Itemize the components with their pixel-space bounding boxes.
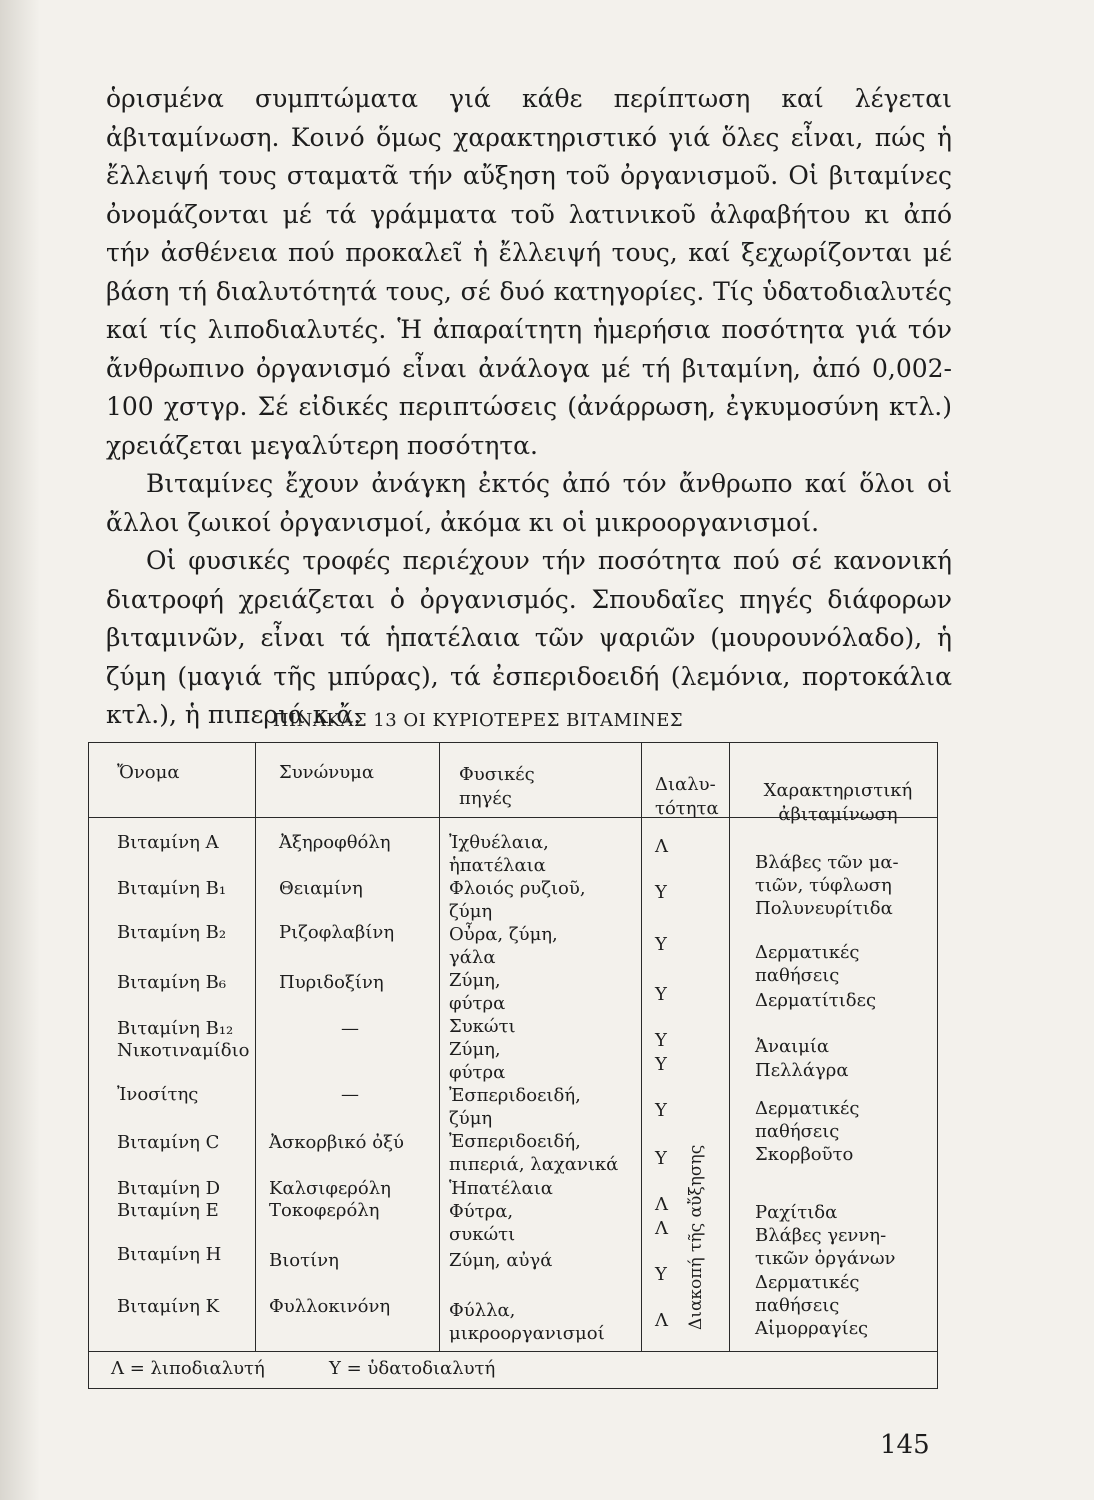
- vertical-note: Διακοπή τῆς αὔξησης: [686, 1144, 706, 1330]
- vitamin-synonym: —: [341, 1084, 359, 1105]
- solubility-mark: Υ: [655, 934, 667, 955]
- vitamin-source: φύτρα: [449, 1062, 506, 1083]
- vitamin-source: γάλα: [449, 947, 496, 968]
- deficiency-text: Βλάβες γεννη-: [755, 1225, 887, 1246]
- deficiency-text: Πελλάγρα: [755, 1060, 849, 1081]
- table-legend: [88, 1350, 938, 1389]
- vitamin-source: Ζύμη,: [449, 1039, 501, 1060]
- vitamin-name: Βιταμίνη E: [117, 1200, 219, 1221]
- vitamin-source: πιπεριά, λαχανικά: [449, 1154, 619, 1175]
- vitamin-synonym: Θειαμίνη: [279, 878, 363, 899]
- solubility-mark: Υ: [655, 1264, 667, 1285]
- header-deficiency: Χαρακτηριστική ἀβιταμίνωση: [763, 780, 913, 825]
- vitamin-name: Ἰνοσίτης: [117, 1084, 199, 1105]
- page-number: 145: [880, 1430, 930, 1460]
- vitamin-name: Βιταμίνη B₆: [117, 972, 227, 993]
- vitamin-name: Βιταμίνη A: [117, 832, 219, 853]
- solubility-mark: Λ: [655, 1310, 668, 1331]
- column-divider: [439, 743, 440, 1351]
- vitamin-table: [88, 742, 938, 1352]
- body-text: [106, 80, 952, 735]
- solubility-mark: Υ: [655, 1148, 667, 1169]
- header-solubility: Διαλυ- τότητα: [655, 774, 719, 819]
- vitamin-synonym: Ἀσκορβικό ὀξύ: [269, 1132, 404, 1153]
- vitamin-name: Βιταμίνη C: [117, 1132, 220, 1153]
- vitamin-name: Βιταμίνη D: [117, 1178, 221, 1199]
- deficiency-text: παθήσεις: [755, 965, 840, 986]
- deficiency-text: παθήσεις: [755, 1121, 840, 1142]
- solubility-mark: Υ: [655, 1054, 667, 1075]
- vitamin-source: Ζύμη,: [449, 970, 501, 991]
- vitamin-name: Νικοτιναμίδιο: [117, 1040, 250, 1061]
- vitamin-source: φύτρα: [449, 993, 506, 1014]
- solubility-mark: Λ: [655, 1218, 668, 1239]
- vitamin-source: ἡπατέλαια: [449, 855, 546, 876]
- vitamin-name: Βιταμίνη H: [117, 1244, 222, 1265]
- column-divider: [729, 743, 730, 1351]
- deficiency-text: Ραχίτιδα: [755, 1202, 838, 1223]
- solubility-mark: Λ: [655, 1194, 668, 1215]
- solubility-mark: Λ: [655, 836, 668, 857]
- vitamin-name: Βιταμίνη K: [117, 1296, 220, 1317]
- paragraph-3: Οἱ φυσικές τροφές περιέχουν τήν ποσότητα πού σέ κανονική διατροφή χρειάζεται ὁ ὀργανισμός. Σπουδαῖες πηγές διάφορων βιταμινῶν, εἶναι τά ἡπατέλαια τῶν ψαριῶν (μουρουνόλαδο), ἡ ζύμη (μαγιά τῆς μπύρας), τά ἐσπεριδοειδή (λεμόνια, πορτοκάλια κτλ.), ἡ πιπεριά κ.ἄ.: [106, 546, 952, 729]
- solubility-mark: Υ: [655, 882, 667, 903]
- deficiency-text: Πολυνευρίτιδα: [755, 898, 893, 919]
- vitamin-source: Συκώτι: [449, 1016, 516, 1037]
- header-synonym: Συνώνυμα: [279, 762, 375, 783]
- vitamin-synonym: Ριζοφλαβίνη: [279, 922, 395, 943]
- paragraph-2: Βιταμίνες ἔχουν ἀνάγκη ἐκτός ἀπό τόν ἄνθρωπο καί ὅλοι οἱ ἄλλοι ζωικοί ὀργανισμοί, ἀκόμα κι οἱ μικροοργανισμοί.: [106, 469, 952, 537]
- vitamin-source: Οὖρα, ζύμη,: [449, 924, 558, 945]
- vitamin-synonym: Πυριδοξίνη: [279, 972, 384, 993]
- vitamin-synonym: Τοκοφερόλη: [269, 1200, 380, 1221]
- deficiency-text: Σκορβοῦτο: [755, 1144, 854, 1165]
- table-title: ΠΙΝΑΚΑΣ 13 ΟΙ ΚΥΡΙΟΤΕΡΕΣ ΒΙΤΑΜΙΝΕΣ: [272, 710, 684, 731]
- header-name: Ὄνομα: [117, 762, 180, 783]
- legend-lipid: Λ = λιποδιαλυτή: [111, 1358, 265, 1379]
- vitamin-source: Φύτρα,: [449, 1201, 514, 1222]
- vitamin-source: ζύμη: [449, 1108, 493, 1129]
- vitamin-source: μικροοργανισμοί: [449, 1323, 605, 1344]
- deficiency-text: Βλάβες τῶν μα-: [755, 852, 899, 873]
- column-divider: [255, 743, 256, 1351]
- vitamin-source: Ἡπατέλαια: [449, 1178, 553, 1199]
- deficiency-text: τιῶν, τύφλωση: [755, 875, 892, 896]
- header-sources: Φυσικές πηγές: [459, 764, 535, 809]
- solubility-mark: Υ: [655, 984, 667, 1005]
- vitamin-name: Βιταμίνη B₂: [117, 922, 227, 943]
- paragraph-1: ὁρισμένα συμπτώματα γιά κάθε περίπτωση καί λέγεται ἀβιταμίνωση. Κοινό ὅμως χαρακτηριστικό γιά ὅλες εἶναι, πώς ἡ ἔλλειψή τους σταματᾶ τήν αὔξηση τοῦ ὀργανισμοῦ. Οἱ βιταμίνες ὀνομάζονται μέ τά γράμματα τοῦ λατινικοῦ ἀλφαβήτου κι ἀπό τήν ἀσθένεια πού προκαλεῖ ἡ ἔλλειψή τους, καί ξεχωρίζονται μέ βάση τή διαλυτότητά τους, σέ δυό κατηγορίες. Τίς ὑδατοδιαλυτές καί τίς λιποδιαλυτές. Ἡ ἀπαραίτητη ἡμερήσια ποσότητα γιά τόν ἄνθρωπινο ὀργανισμό εἶναι ἀνάλογα μέ τή βιταμίνη, ἀπό 0,002-100 χστγρ. Σέ εἰδικές περιπτώσεις (ἀνάρρωση, ἐγκυμοσύνη κτλ.) χρειάζεται μεγαλύτερη ποσότητα.: [106, 84, 952, 460]
- deficiency-text: Δερματικές: [755, 942, 860, 963]
- vitamin-source: Ἐσπεριδοειδή,: [449, 1131, 581, 1152]
- vitamin-name: Βιταμίνη B₁₂: [117, 1018, 234, 1039]
- vitamin-synonym: Ἀξηροφθόλη: [279, 832, 391, 853]
- vitamin-synonym: Βιοτίνη: [269, 1250, 339, 1271]
- deficiency-text: Δερματίτιδες: [755, 990, 877, 1011]
- solubility-mark: Υ: [655, 1100, 667, 1121]
- vitamin-name: Βιταμίνη B₁: [117, 878, 227, 899]
- deficiency-text: Αἱμορραγίες: [755, 1318, 869, 1339]
- vitamin-source: Ἐσπεριδοειδή,: [449, 1085, 581, 1106]
- vitamin-source: συκώτι: [449, 1224, 516, 1245]
- vitamin-synonym: —: [341, 1018, 359, 1039]
- vitamin-source: Ἰχθυέλαια,: [449, 832, 549, 853]
- vitamin-source: Ζύμη, αὐγά: [449, 1250, 553, 1271]
- vitamin-source: Φύλλα,: [449, 1300, 516, 1321]
- deficiency-text: Ἀναιμία: [755, 1036, 830, 1057]
- vitamin-synonym: Καλσιφερόλη: [269, 1178, 391, 1199]
- vitamin-source: Φλοιός ρυζιοῦ,: [449, 878, 586, 899]
- legend-water: Υ = ὑδατοδιαλυτή: [329, 1358, 496, 1379]
- vitamin-source: ζύμη: [449, 901, 493, 922]
- column-divider: [641, 743, 642, 1351]
- deficiency-text: παθήσεις: [755, 1295, 840, 1316]
- deficiency-text: τικῶν ὀργάνων: [755, 1248, 896, 1269]
- vitamin-synonym: Φυλλοκινόνη: [269, 1296, 391, 1317]
- deficiency-text: Δερματικές: [755, 1098, 860, 1119]
- solubility-mark: Υ: [655, 1030, 667, 1051]
- page-edge-shadow: [0, 0, 40, 1500]
- deficiency-text: Δερματικές: [755, 1272, 860, 1293]
